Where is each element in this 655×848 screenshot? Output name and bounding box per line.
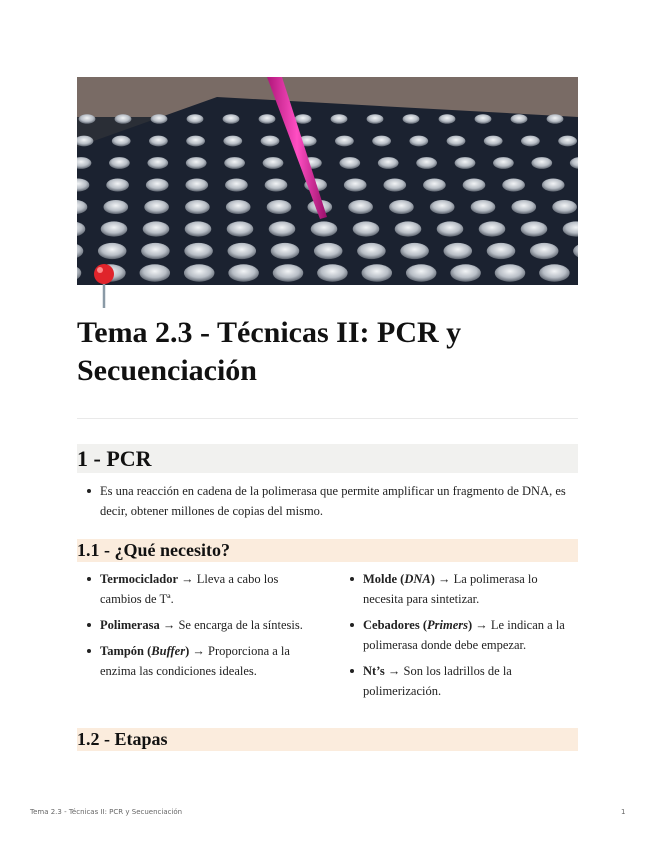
list-item: Es una reacción en cadena de la polimerasa que permite amplificar un fragmento de DNA, es decir, obtener millones de copias del mismo. xyxy=(77,481,578,521)
page-title: Tema 2.3 - Técnicas II: PCR y Secuenciación xyxy=(77,316,462,387)
requirement-item xyxy=(77,569,307,609)
requirement-item xyxy=(340,661,570,701)
lab-plate-pipette-image xyxy=(77,77,578,285)
requirement-item xyxy=(340,615,570,655)
footer-title: Tema 2.3 - Técnicas II: PCR y Secuenciación xyxy=(30,808,183,816)
requirement-term: Tampón (Buffer) xyxy=(100,644,190,658)
requirements-column-left xyxy=(77,569,307,687)
round-pushpin-icon xyxy=(90,262,118,310)
subsection-heading-etapas: 1.2 - Etapas xyxy=(77,728,578,751)
requirement-description: → Se encarga de la síntesis. xyxy=(159,618,303,632)
requirements-column-right xyxy=(340,569,570,707)
requirement-term: Termociclador xyxy=(100,572,178,586)
requirement-term: Nt’s xyxy=(363,664,385,678)
cover-image xyxy=(77,77,578,285)
requirement-item xyxy=(77,641,307,681)
requirement-item xyxy=(77,615,307,635)
divider xyxy=(77,418,578,419)
requirement-item xyxy=(340,569,570,609)
intro-list xyxy=(77,481,578,521)
requirement-term: Cebadores (Primers) xyxy=(363,618,473,632)
section-heading-pcr: 1 - PCR xyxy=(77,444,578,473)
requirement-description: → Lleva a cabo los cambios de Tª. xyxy=(100,572,279,606)
requirement-term: Molde (DNA) xyxy=(363,572,435,586)
requirement-description: → Le indican a la polimerasa donde debe empezar. xyxy=(363,618,565,652)
requirement-term: Polimerasa xyxy=(100,618,160,632)
requirement-description: → Son los ladrillos de la polimerización. xyxy=(363,664,512,698)
subsection-heading-que-necesito: 1.1 - ¿Qué necesito? xyxy=(77,539,578,562)
page-number: 1 xyxy=(621,808,626,816)
requirement-description: → Proporciona a la enzima las condiciones ideales. xyxy=(100,644,290,678)
requirement-description: → La polimerasa lo necesita para sintetizar. xyxy=(363,572,538,606)
